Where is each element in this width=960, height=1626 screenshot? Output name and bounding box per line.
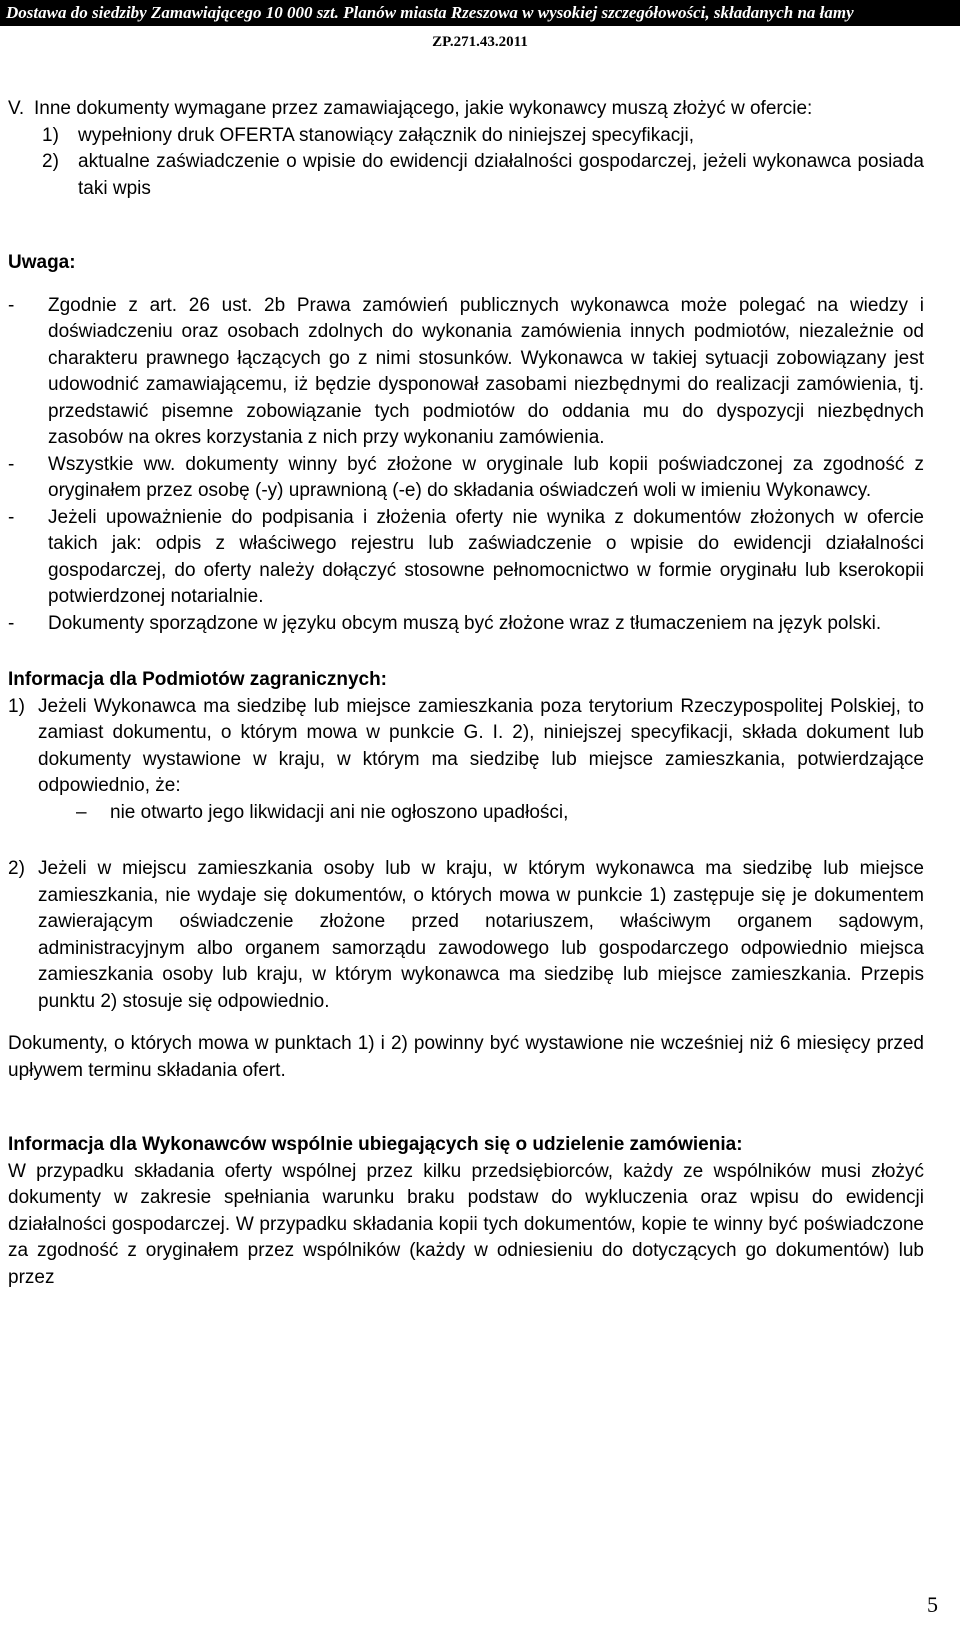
uwaga-item-4-label: - (8, 612, 15, 634)
foreign-item-2 (8, 856, 924, 1015)
foreign-item-1-label: 1) (8, 695, 25, 717)
uwaga-item-4-text: Dokumenty sporządzone w języku obcym muszą być złożone wraz z tłumaczeniem na język polski. (48, 612, 882, 634)
section-v-item-1-text: wypełniony druk OFERTA stanowiący załącznik do niniejszej specyfikacji, (78, 124, 695, 146)
section-v-item-2-label: 2) (42, 151, 59, 172)
uwaga-heading: Uwaga: (8, 252, 76, 273)
foreign-item-2-label: 2) (8, 858, 25, 879)
section-v-item-2 (8, 149, 924, 202)
foreign-item-1-text: Jeżeli Wykonawca ma siedzibę lub miejsce zamieszkania poza terytorium Rzeczypospolitej Polskiej, to zamiast dokumentu, o którym mowa w punkcie G. I. 2), niniejszej specyfikacji, składa dokument lub dokumenty wystawione w kraju, w którym ma siedzibę lub miejsce zamieszkania, potwierdzające odpowiednio, że: (38, 695, 924, 796)
uwaga-item-1-label: - (8, 294, 15, 316)
foreign-note: Dokumenty, o których mowa w punktach 1) i 2) powinny być wystawione nie wcześniej niż 6 miesięcy przed upływem terminu składania ofert. (8, 1033, 924, 1081)
document-body (8, 96, 924, 1291)
section-v-intro: Inne dokumenty wymagane przez zamawiającego, jakie wykonawcy muszą złożyć w ofercie: (34, 98, 813, 119)
uwaga-item-3 (8, 505, 924, 611)
uwaga-item-2-label: - (8, 453, 15, 475)
uwaga-item-1-text: Zgodnie z art. 26 ust. 2b Prawa zamówień publicznych wykonawca może polegać na wiedzy i doświadczeniu oraz osobach zdolnych do wykonania zamówienia innych podmiotów, niezależnie od charakteru prawnego łączących go z nimi stosunków. Wykonawca w takiej sytuacji zobowiązany jest udowodnić zamawiającemu, iż będzie dysponował zasobami niezbędnymi do realizacji zamówienia, tj. przedstawić pisemne zobowiązanie tych podmiotów do oddania mu do dyspozycji niezbędnych zasobów na okres korzystania z nich przy wykonaniu zamówienia. (48, 294, 924, 448)
uwaga-item-3-text: Jeżeli upoważnienie do podpisania i złożenia oferty nie wynika z dokumentów złożonych w ofercie takich jak: odpis z właściwego rejestru lub zaświadczenie o wpisie do ewidencji działalności gospodarczej, do oferty należy dołączyć stosowne pełnomocnictwo w formie oryginału lub kserokopii potwierdzonej notarialnie. (48, 506, 924, 607)
uwaga-item-4 (8, 611, 924, 638)
section-v (8, 96, 924, 123)
foreign-item-2-text: Jeżeli w miejscu zamieszkania osoby lub w kraju, w którym wykonawca ma siedzibę lub miejsce zamieszkania, nie wydaje się dokumentów, o których mowa w punkcie 1) zastępuje się je dokumentem zawierającym oświadczenie złożone przed notariuszem, właściwym organem sądowym, administracyjnym albo organem samorządu zawodowego lub gospodarczego odpowiednio miejsca zamieszkania osoby lub kraju, w którym wykonawca ma siedzibę lub miejsce zamieszkania. Przepis punktu 2) stosuje się odpowiednio. (38, 858, 924, 1012)
uwaga-item-2 (8, 452, 924, 505)
foreign-subitem-text: nie otwarto jego likwidacji ani nie ogłoszono upadłości, (110, 801, 569, 823)
joint-text: W przypadku składania oferty wspólnej przez kilku przedsiębiorców, każdy ze wspólników musi złożyć dokumenty w zakresie spełniania warunku braku podstaw do wykluczenia oraz wpisu do ewidencji działalności gospodarczej. W przypadku składania kopii tych dokumentów, kopie te winny być poświadczone za zgodność z oryginałem przez wspólników (każdy w odniesieniu do dotyczących go dokumentów) lub przez (8, 1160, 924, 1288)
uwaga-item-3-label: - (8, 506, 15, 528)
section-v-label: V. (8, 98, 25, 119)
foreign-item-1 (8, 694, 924, 800)
foreign-subitem-label: – (76, 801, 87, 823)
section-v-item-1-label: 1) (42, 124, 59, 146)
uwaga-item-2-text: Wszystkie ww. dokumenty winny być złożone w oryginale lub kopii poświadczonej za zgodność z oryginałem przez osobę (-y) uprawnioną (-e) do składania oświadczeń woli w imieniu Wykonawcy. (48, 453, 924, 501)
section-v-item-2-text: aktualne zaświadczenie o wpisie do ewidencji działalności gospodarczej, jeżeli wykonawca posiada taki wpis (78, 151, 924, 199)
foreign-heading: Informacja dla Podmiotów zagranicznych: (8, 669, 388, 690)
foreign-subitem (8, 800, 924, 827)
reference-number: ZP.271.43.2011 (432, 34, 528, 50)
running-title: Dostawa do siedziby Zamawiającego 10 000 szt. Planów miasta Rzeszowa w wysokiej szczegółowości, składanych na łamy (6, 3, 854, 22)
joint-heading: Informacja dla Wykonawców wspólnie ubiegających się o udzielenie zamówienia: (8, 1134, 743, 1155)
uwaga-item-1 (8, 293, 924, 452)
page-number: 5 (927, 1592, 938, 1617)
running-header (0, 0, 960, 26)
section-v-item-1 (8, 123, 924, 150)
